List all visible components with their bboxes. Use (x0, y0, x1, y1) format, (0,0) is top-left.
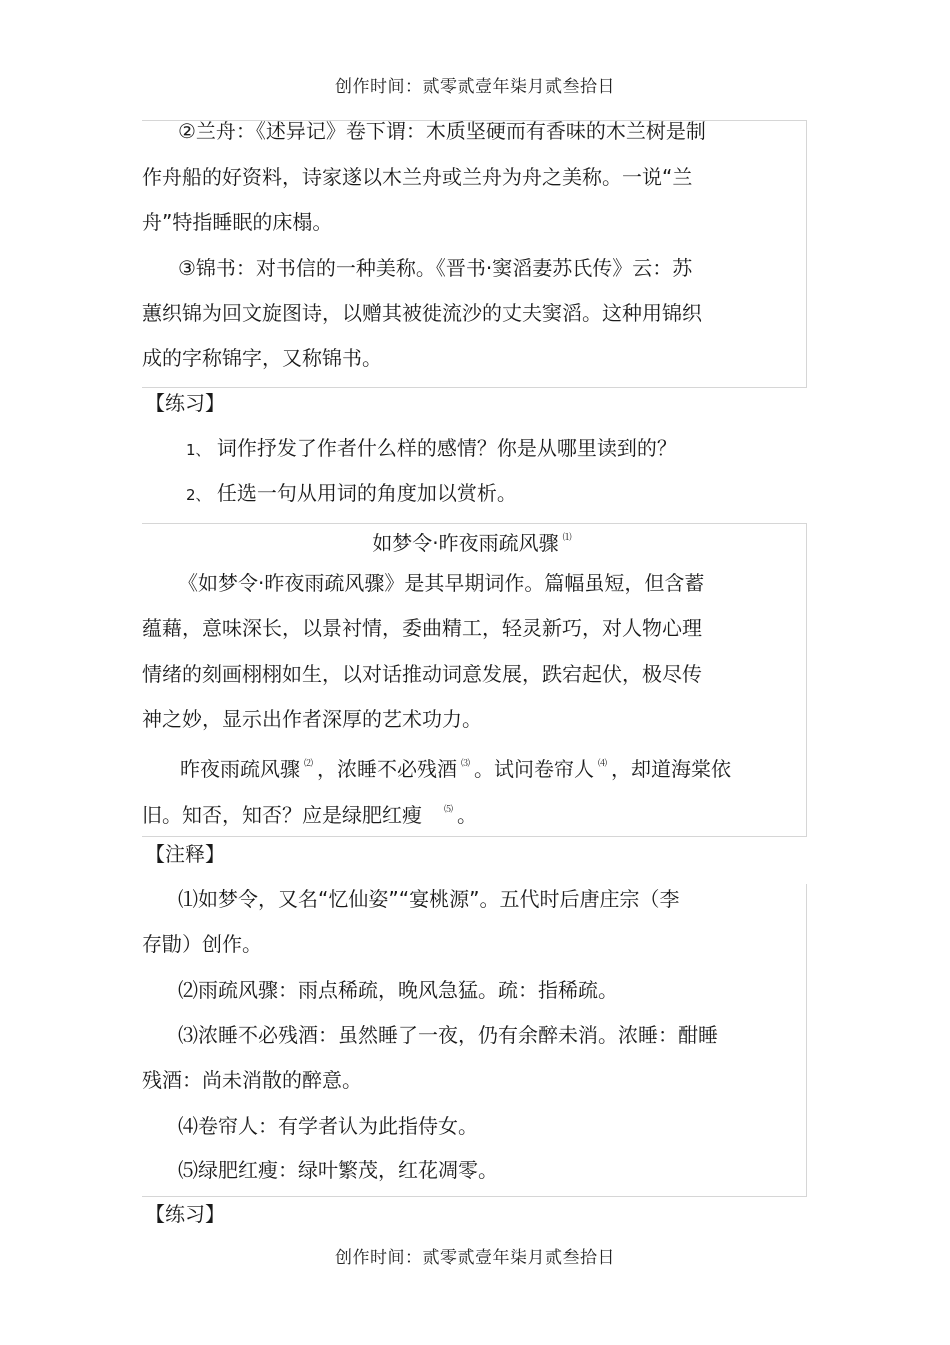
poem-title-text: 如梦令·昨夜雨疏风骤 (372, 531, 559, 555)
annotation-line: 舟”特指睡眠的床榻。 (142, 210, 333, 234)
annotation-line: 蕙织锦为回文旋图诗，以赠其被徙流沙的丈夫窦滔。这种用锦织 (142, 301, 702, 325)
footnote-marker: ⑴ (562, 533, 572, 543)
question-text: 任选一句从用词的角度加以赏析。 (216, 481, 517, 505)
annotation-line: 成的字称锦字，又称锦书。 (142, 346, 382, 370)
annotation-line: ③锦书：对书信的一种美称。《晋书·窦滔妻苏氏传》云：苏 (178, 256, 693, 280)
note-line: ⑵雨疏风骤：雨点稀疏，晚风急猛。疏：指稀疏。 (178, 978, 618, 1002)
note-line: ⑷卷帘人：有学者认为此指侍女。 (178, 1114, 478, 1138)
poem-intro-line: 神之妙，显示出作者深厚的艺术功力。 (142, 707, 482, 731)
page-header: 创作时间：贰零贰壹年柒月贰叁拾日 (335, 77, 615, 97)
verse-text: 。 (457, 803, 478, 827)
practice-question (186, 435, 677, 463)
question-text: 词作抒发了作者什么样的感情？你是从哪里读到的？ (216, 436, 677, 460)
notes-heading: 【注释】 (145, 842, 225, 866)
poem-intro-line: 《如梦令·昨夜雨疏风骤》是其早期词作。篇幅虽短，但含蓄 (178, 571, 705, 595)
note-line: 残酒：尚未消散的醉意。 (142, 1068, 362, 1092)
annotation-line: 作舟船的好资料，诗家遂以木兰舟或兰舟为舟之美称。一说“兰 (142, 165, 693, 189)
question-number: 1、 (186, 441, 211, 459)
practice-question (186, 480, 517, 508)
poem-verse-line (142, 797, 477, 828)
footnote-marker: ⑷ (598, 759, 608, 769)
practice-heading: 【练习】 (145, 1202, 225, 1226)
verse-text: 昨夜雨疏风骤 (180, 757, 300, 781)
poem-intro-line: 蕴藉，意味深长，以景衬情，委曲精工，轻灵新巧，对人物心理 (142, 616, 702, 640)
note-line: ⑴如梦令，又名“忆仙姿”“宴桃源”。五代时后唐庄宗（李 (178, 887, 680, 911)
poem-verse-line (180, 751, 731, 782)
annotation-line: ②兰舟：《述异记》卷下谓：木质坚硬而有香味的木兰树是制 (178, 119, 706, 143)
page-footer: 创作时间：贰零贰壹年柒月贰叁拾日 (335, 1248, 615, 1268)
poem-title (142, 525, 806, 556)
practice-heading: 【练习】 (145, 391, 225, 415)
verse-text: 旧。知否，知否？应是绿肥红瘦 (142, 803, 422, 827)
verse-text: 。试问卷帘人 (474, 757, 595, 781)
question-number: 2、 (186, 486, 211, 504)
note-line: ⑸绿肥红瘦：绿叶繁茂，红花凋零。 (178, 1158, 498, 1182)
footnote-marker: ⑵ (304, 759, 314, 769)
note-line: 存勖）创作。 (142, 932, 262, 956)
footnote-marker: ⑸ (444, 805, 454, 815)
poem-intro-line: 情绪的刻画栩栩如生，以对话推动词意发展，跌宕起伏，极尽传 (142, 662, 702, 686)
footnote-marker: ⑶ (461, 759, 471, 769)
verse-text: ，却道海棠依 (611, 757, 732, 781)
note-line: ⑶浓睡不必残酒：虽然睡了一夜，仍有余醉未消。浓睡：酣睡 (178, 1023, 718, 1047)
verse-text: ，浓睡不必残酒 (317, 757, 458, 781)
